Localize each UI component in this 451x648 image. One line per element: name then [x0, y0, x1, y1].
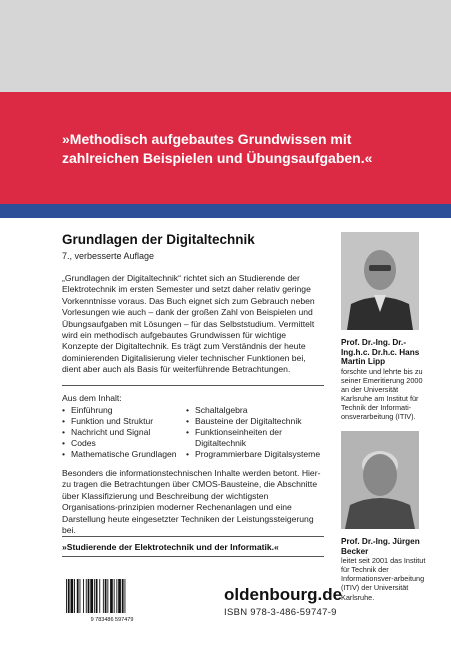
barcode-bar [94, 579, 95, 613]
body-paragraph: Besonders die informationstechnischen Inhalte werden betont. Hier-zu tragen die Betrachtungen über CMOS-Bausteine, die Abschnitte über Klassifizierung und Beschreibung der wichtigsten Organisations-prinzipien moderner Rechenanlagen und eine Darstellung heute eingesetzter Techniken der Leistungssteigerung bei. [62, 468, 321, 536]
portrait-image [341, 232, 419, 330]
author-photo-lipp [341, 232, 419, 330]
author-name: Prof. Dr.-Ing. Jürgen Becker [341, 537, 420, 556]
barcode-bar [118, 579, 121, 613]
barcode-bar [110, 579, 113, 613]
contents-list-right [186, 405, 326, 460]
divider-bottom [62, 556, 324, 557]
book-description: „Grundlagen der Digitaltechnik“ richtet sich an Studierende der Elektrotechnik im ersten Semester und setzt daher relativ geringe Vorkenntnisse voraus. Das Buch eignet sich zum Gebrauch neben Vorlesungen wie auch – dank der großen Zahl von Beispielen und Übungsaufgaben mit Lösungen – für das Selbststudium. Vermittelt wird ein methodisch aufgebautes Grundwissen für wichtige Konzepte der Digitaltechnik. Es trägt zum Verständnis der heute dominierenden Digitalisierung vieler technischer Funktionen bei, dient aber auch als Basis für weiterführende Betrachtungen. [62, 273, 315, 375]
barcode-bar [122, 579, 124, 613]
contents-item: • Codes [62, 438, 182, 449]
blue-stripe [0, 204, 451, 218]
author-info-becker [341, 537, 427, 602]
author-photo-becker [341, 431, 419, 529]
barcode-bar [99, 579, 100, 613]
barcode-bar [125, 579, 126, 613]
barcode-bar [68, 579, 70, 613]
contents-item-continuation: Digitaltechnik [195, 438, 247, 448]
contents-item: • Nachricht und Signal [62, 427, 182, 438]
author-bio: forschte und lehrte bis zu seiner Emeritierung 2000 an der Universität Karlsruhe am Institut für Technik der Informati-onsverarbeitung (ITIV). [341, 366, 423, 422]
barcode-bar [74, 579, 75, 613]
contents-item: • Einführung [62, 405, 182, 416]
barcode-bar [66, 579, 67, 613]
barcode-bar [96, 579, 98, 613]
barcode [62, 578, 162, 623]
contents-item: • Funktionseinheiten der [186, 427, 326, 438]
barcode-number: 9 783486 597479 [90, 617, 134, 623]
barcode-bar [88, 579, 90, 613]
barcode-bar [107, 579, 108, 613]
barcode-bar [71, 579, 74, 613]
edition-label: 7., verbesserte Auflage [62, 251, 155, 261]
divider-top [62, 385, 324, 386]
contents-item: • Funktion und Struktur [62, 416, 182, 427]
barcode-bar [77, 579, 79, 613]
portrait-image [341, 431, 419, 529]
barcode-bar [105, 579, 107, 613]
contents-list-left [62, 405, 182, 460]
contents-item: • Mathematische Grundlagen [62, 449, 182, 460]
contents-item: • Programmierbare Digitalsysteme [186, 449, 326, 460]
divider-middle [62, 536, 324, 537]
contents-item: • Schaltalgebra [186, 405, 326, 416]
contents-item: • Bausteine der Digitaltechnik [186, 416, 326, 427]
isbn-number: ISBN 978-3-486-59747-9 [224, 607, 337, 618]
barcode-bar [80, 579, 81, 613]
barcode-bar [90, 579, 93, 613]
author-info-lipp [341, 338, 427, 421]
barcode-bar [114, 579, 115, 613]
top-grey-band [0, 0, 451, 92]
book-title: Grundlagen der Digitaltechnik [62, 232, 255, 247]
barcode-bar [83, 579, 84, 613]
publisher-url: oldenbourg.de [224, 585, 343, 604]
contents-heading: Aus dem Inhalt: [62, 393, 122, 403]
author-name: Prof. Dr.-Ing. Dr.-Ing.h.c. Dr.h.c. Hans Martin Lipp [341, 338, 420, 367]
author-bio: leitet seit 2001 das Institut für Technik der Informationsver-arbeitung (ITIV) der Universität Karlsruhe. [341, 556, 426, 602]
barcode-bar [103, 579, 104, 613]
banner-quote: »Methodisch aufgebautes Grundwissen mit zahlreichen Beispielen und Übungsaufgaben.« [62, 131, 373, 166]
barcode-bar [116, 579, 117, 613]
barcode-bar [86, 579, 87, 613]
audience-quote: »Studierende der Elektrotechnik und der Informatik.« [62, 542, 279, 552]
